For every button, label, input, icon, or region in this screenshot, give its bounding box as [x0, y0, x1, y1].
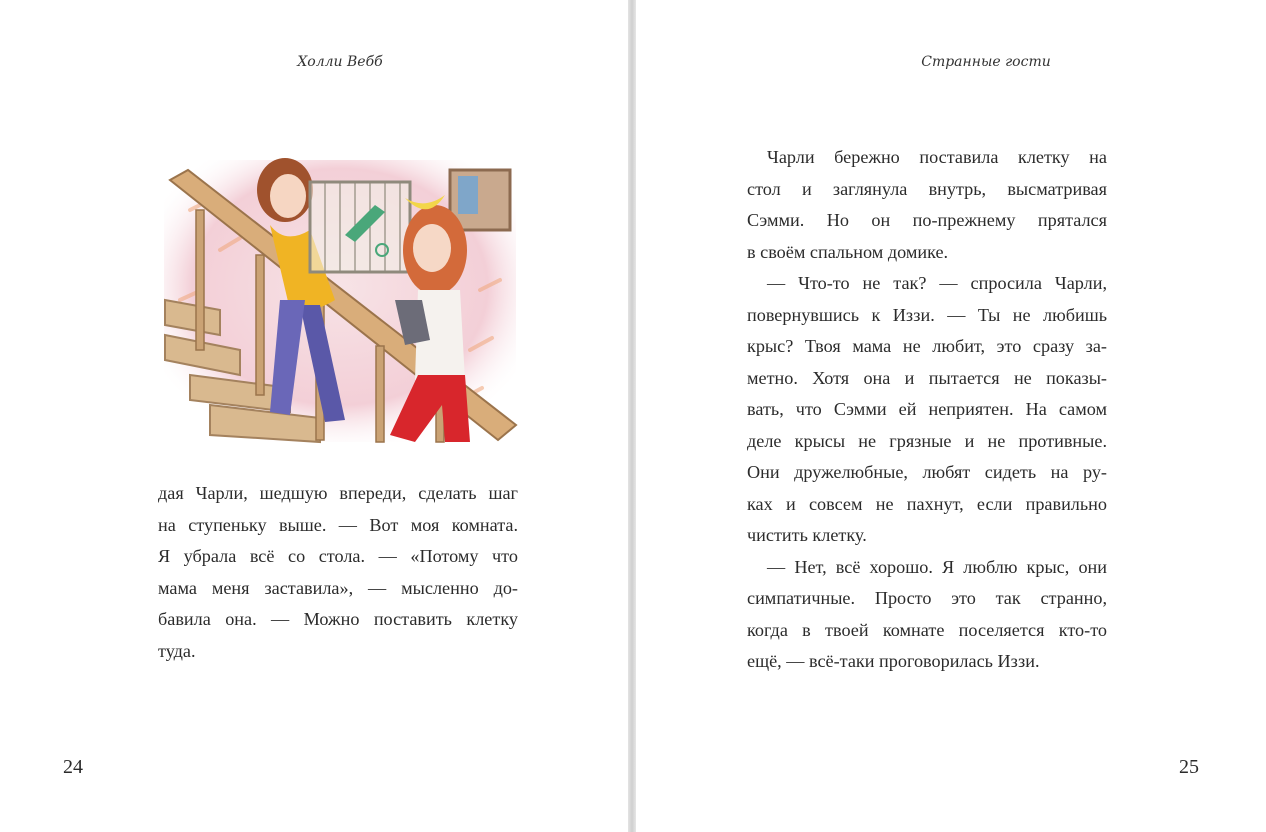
- text-line: когда в твоей комнате поселяется кто-то: [747, 619, 1107, 640]
- text-line: чистить клетку.: [747, 525, 867, 545]
- left-page: [0, 0, 628, 832]
- text-line: Сэмми. Но он по-прежнему прятался: [747, 210, 1107, 230]
- text-line: туда.: [158, 640, 196, 661]
- book-gutter: [628, 0, 636, 832]
- text-line: — Что-то не так? — спросила Чарли,: [767, 273, 1107, 293]
- text-line: мама меня заставила», — мысленно до-: [158, 577, 518, 598]
- paragraph: [747, 142, 1107, 268]
- right-page: [636, 0, 1266, 832]
- text-line: Они дружелюбные, любят сидеть на ру-: [747, 462, 1107, 482]
- text-line: — Нет, всё хорошо. Я люблю крыс, они: [767, 556, 1107, 577]
- text-line: симпатичные. Просто это так странно,: [747, 588, 1107, 608]
- stairs-illustration: [160, 150, 520, 445]
- text-line: крыс? Твоя мама не любит, это сразу за-: [747, 336, 1107, 356]
- paragraph: [747, 552, 1107, 678]
- left-body-text: [158, 478, 518, 667]
- right-body-text: [747, 142, 1107, 678]
- page-number-left: 24: [63, 756, 83, 778]
- page-number-right: 25: [1179, 756, 1199, 778]
- text-line: ках и совсем не пахнут, если правильно: [747, 493, 1107, 514]
- text-line: в своём спальном домике.: [747, 241, 949, 262]
- paragraph: [747, 268, 1107, 552]
- text-line: вать, что Сэмми ей неприятен. На самом: [747, 399, 1107, 419]
- text-line: на ступеньку выше. — Вот моя комната.: [158, 514, 518, 535]
- running-header-author: Холли Вебб: [297, 54, 383, 70]
- text-line: Я убрала всё со стола. — «Потому что: [158, 546, 518, 566]
- text-line: ещё, — всё-таки проговорилась Иззи.: [747, 651, 1040, 671]
- text-line: метно. Хотя она и пытается не показы-: [747, 367, 1107, 388]
- text-line: бавила она. — Можно поставить клетку: [158, 609, 518, 629]
- text-line: стол и заглянула внутрь, высматривая: [747, 178, 1107, 199]
- text-line: дая Чарли, шедшую впереди, сделать шаг: [158, 483, 518, 503]
- running-header-chapter: Странные гости: [921, 54, 1051, 70]
- text-line: Чарли бережно поставила клетку на: [767, 147, 1107, 167]
- text-line: деле крысы не грязные и не противные.: [747, 430, 1107, 451]
- text-line: повернувшись к Иззи. — Ты не любишь: [747, 304, 1107, 325]
